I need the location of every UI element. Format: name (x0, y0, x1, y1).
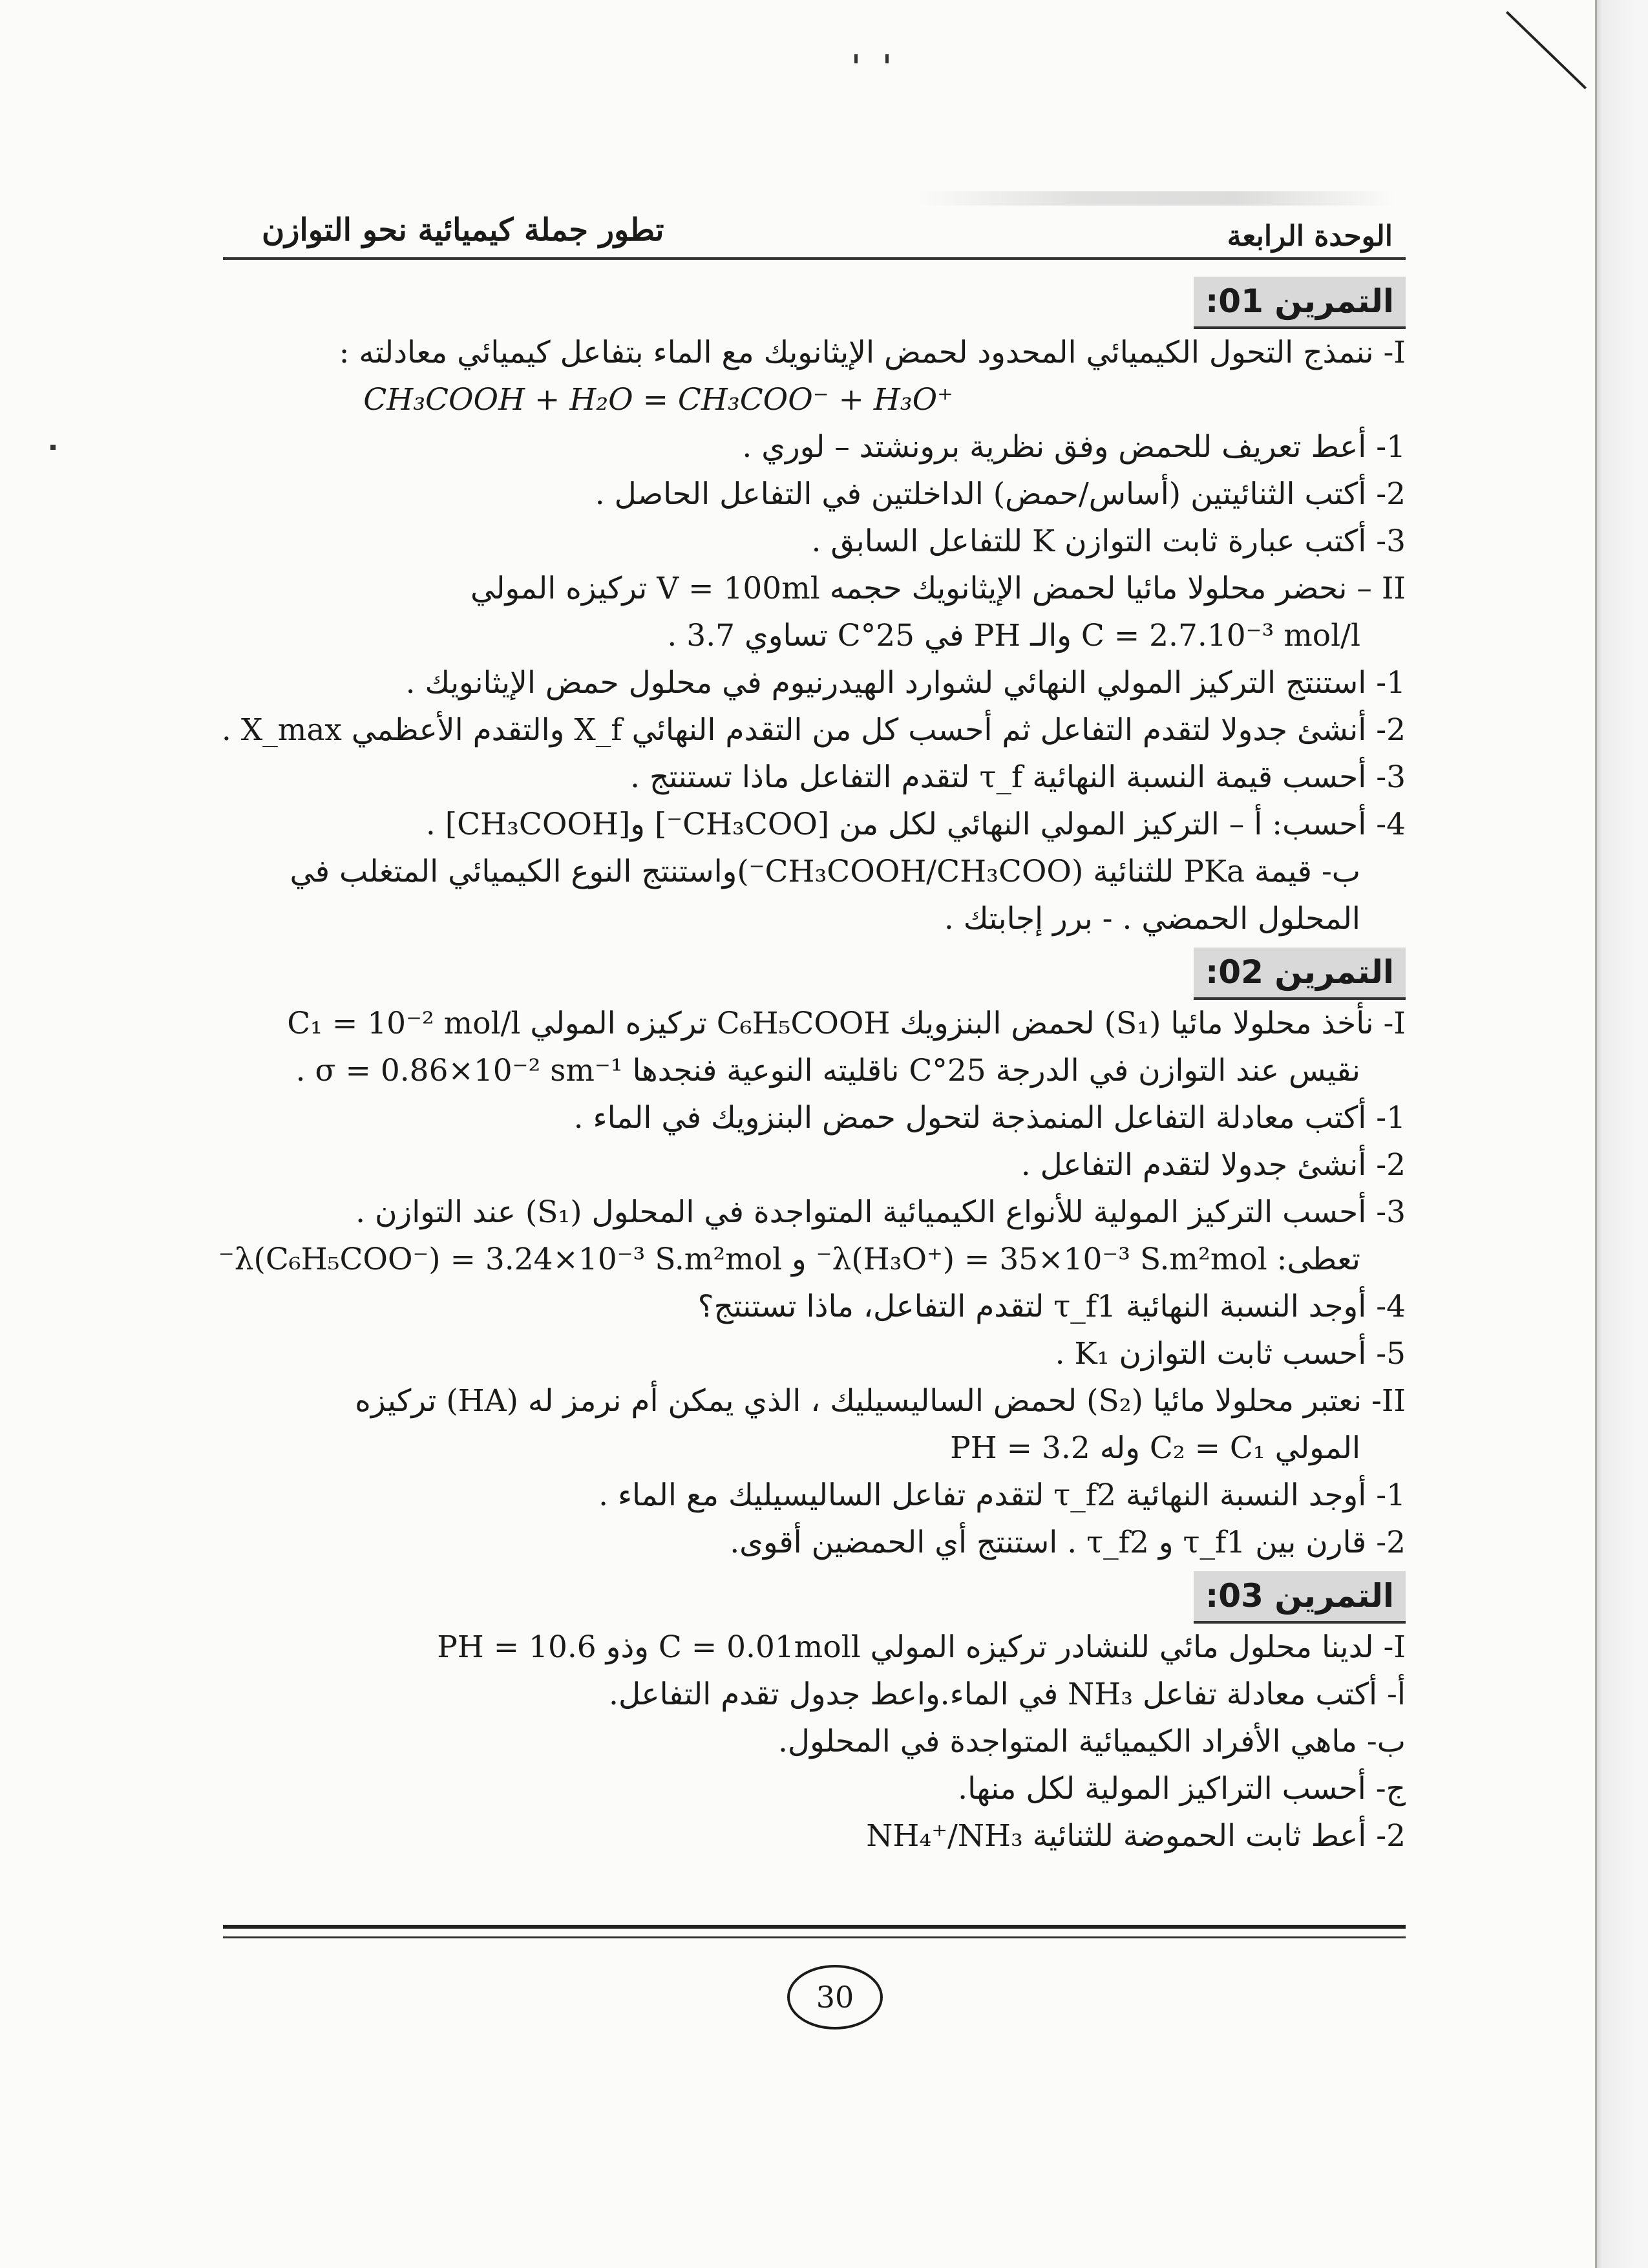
text-line: I- لدينا محلول مائي للنشادر تركيزه المولي C = 0.01moll وذو PH = 10.6 (437, 1629, 1406, 1665)
scan-speck (50, 445, 56, 450)
scan-speck (854, 54, 858, 63)
text-line: II- نعتبر محلولا مائيا (S₂) لحمض الساليسيليك ، الذي يمكن أم نرمز له (HA) تركيزه (355, 1383, 1406, 1419)
text-line: C = 2.7.10⁻³ mol/l والـ PH في 25°C تساوي 3.7 . (667, 618, 1360, 653)
text-line: 1- أوجد النسبة النهائية τ_f2 لتقدم تفاعل الساليسيليك مع الماء . (598, 1478, 1406, 1513)
text-line: تعطى: λ(H₃O⁺) = 35×10⁻³ S.m²mol⁻ و λ(C₆H₅COO⁻) = 3.24×10⁻³ S.m²mol⁻ (218, 1242, 1360, 1277)
text-line: 2- أكتب الثنائيتين (أساس/حمض) الداخلتين في التفاعل الحاصل . (595, 476, 1406, 512)
exercise-2 (218, 942, 1406, 1566)
text-line: II – نحضر محلولا مائيا لحمض الإيثانويك حجمه V = 100ml تركيزه المولي (470, 571, 1406, 606)
text-line: 2- قارن بين τ_f1 و τ_f2 . استنتج أي الحمضين أقوى. (730, 1525, 1406, 1560)
exercise-content (218, 271, 1406, 1860)
text-line: 2- أنشئ جدولا لتقدم التفاعل ثم أحسب كل من التقدم النهائي X_f والتقدم الأعظمي X_max . (221, 712, 1406, 748)
page-header (223, 194, 1406, 252)
text-line: 1- أعط تعريف للحمض وفق نظرية برونشتد – لوري . (742, 429, 1406, 465)
unit-title: تطور جملة كيميائية نحو التوازن (262, 212, 664, 248)
text-line: 1- استنتج التركيز المولي النهائي لشوارد الهيدرنيوم في محلول حمض الإيثانويك . (405, 665, 1406, 701)
corner-scratch-mark (1506, 11, 1587, 89)
text-line: 2- أنشئ جدولا لتقدم التفاعل . (1020, 1147, 1406, 1183)
footer-rule-thin (223, 1936, 1406, 1938)
footer-rule (223, 1925, 1406, 1929)
unit-label: الوحدة الرابعة (1227, 220, 1393, 253)
text-line: نقيس عند التوازن في الدرجة 25°C ناقليته النوعية فنجدها σ = 0.86×10⁻² sm⁻¹ . (295, 1053, 1360, 1088)
text-line: 3- أحسب التركيز المولية للأنواع الكيميائية المتواجدة في المحلول (S₁) عند التوازن . (355, 1194, 1406, 1230)
chemical-equation: CH₃COOH + H₂O = CH₃COO⁻ + H₃O⁺ (363, 382, 953, 418)
text-line: 4- أوجد النسبة النهائية τ_f1 لتقدم التفاعل، ماذا تستنتج؟ (697, 1289, 1406, 1324)
exercise-1 (223, 271, 1406, 942)
exercise-title: التمرين 03: (1194, 1571, 1406, 1624)
text-line: أ- أكتب معادلة تفاعل NH₃ في الماء.واعط جدول تقدم التفاعل. (609, 1677, 1406, 1712)
text-line: 3- أحسب قيمة النسبة النهائية τ_f لتقدم التفاعل ماذا تستنتج . (630, 759, 1406, 795)
text-line: ب- ماهي الأفراد الكيميائية المتواجدة في المحلول. (777, 1724, 1406, 1759)
exercise-3 (223, 1566, 1406, 1860)
scan-speck (885, 54, 889, 63)
text-line: 3- أكتب عبارة ثابت التوازن K للتفاعل السابق . (811, 524, 1406, 559)
text-line: 4- أحسب: أ – التركيز المولي النهائي لكل من [CH₃COO⁻] و[CH₃COOH] . (425, 807, 1406, 842)
text-line: 1- أكتب معادلة التفاعل المنمذجة لتحول حمض البنزويك في الماء . (573, 1100, 1406, 1136)
text-line: المولي C₂ = C₁ وله PH = 3.2 (950, 1430, 1360, 1466)
page-number: 30 (787, 1965, 883, 2030)
text-line: المحلول الحمضي . - برر إجابتك . (944, 901, 1360, 937)
exercise-title: التمرين 02: (1194, 948, 1406, 1000)
page-edge-shadow (1595, 0, 1648, 2268)
header-rule (223, 257, 1406, 260)
text-line: 5- أحسب ثابت التوازن K₁ . (1055, 1336, 1406, 1372)
text-line: ب- قيمة PKa للثنائية (CH₃COOH/CH₃COO⁻)واستنتج النوع الكيميائي المتغلب في (290, 854, 1360, 889)
text-line: 2- أعط ثابت الحموضة للثنائية NH₄⁺/NH₃ (866, 1818, 1406, 1854)
text-line: ج- أحسب التراكيز المولية لكل منها. (958, 1771, 1406, 1807)
text-line: I- نأخذ محلولا مائيا (S₁) لحمض البنزويك C₆H₅COOH تركيزه المولي C₁ = 10⁻² mol/l (287, 1006, 1406, 1041)
text-line: I- ننمذج التحول الكيميائي المحدود لحمض الإيثانويك مع الماء بتفاعل كيميائي معادلته : (339, 335, 1406, 370)
exercise-title: التمرين 01: (1194, 277, 1406, 329)
